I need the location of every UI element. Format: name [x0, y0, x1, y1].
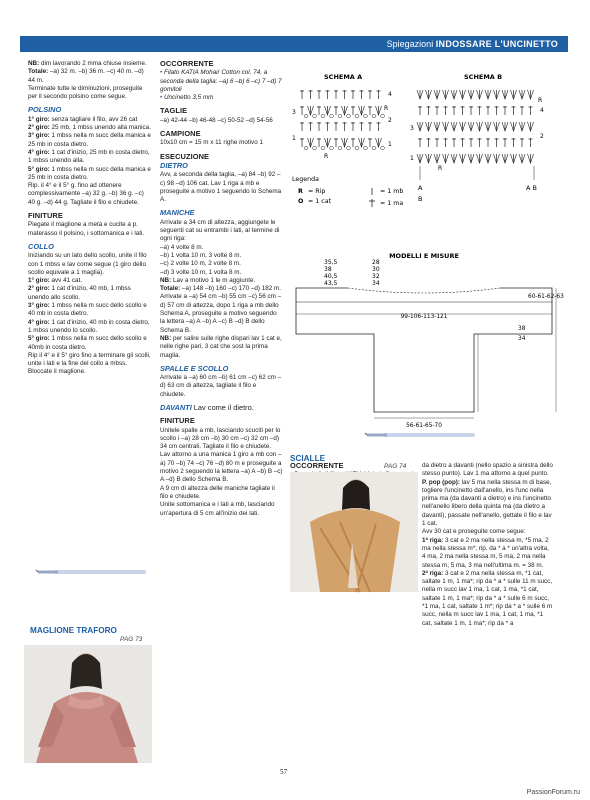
repeat-marker: R — [538, 97, 543, 104]
neck-depth-label: 32 — [372, 273, 380, 280]
bold-lead: 4° giro: — [28, 318, 50, 326]
text: –a) 32 m. –b) 36 m. –c) 40 m. –d) 44 m. — [28, 68, 144, 84]
bold-lead: 5° giro: — [28, 335, 50, 343]
paragraph — [422, 528, 554, 536]
legend-cat-text: = 1 cat — [308, 198, 332, 205]
paragraph — [160, 117, 283, 125]
text: avv 41 cat. — [49, 277, 82, 285]
paragraph — [422, 570, 554, 628]
watermark: PassionForum.ru — [526, 789, 580, 796]
text: Rip. il 4° e il 5° g. fino ad ottenere complessivamente –a) 32 g. –b) 36 g. –c) 40 g. –d) 44 g. Tagliate il filo e chiudete. — [28, 182, 144, 206]
section-title: INDOSSARE L'UNCINETTO — [435, 39, 558, 49]
section-heading — [160, 404, 283, 412]
text: 1 mbss nella m succ dello scollo e 40 mb in costa dietro. — [28, 302, 147, 318]
paragraph — [28, 319, 152, 336]
text: Arrivate a –a) 60 cm –b) 61 cm –c) 62 cm –d) 63 cm di altezza, tagliate il filo e chiudete. — [160, 374, 282, 398]
bold-lead: 2° giro: — [28, 124, 50, 132]
maglione-page-ref: PAG 73 — [120, 636, 143, 643]
section-header — [20, 36, 568, 52]
neck-depth-label: 28 — [372, 259, 380, 266]
text: Uncinetto 3,5 mm — [163, 94, 214, 102]
text: Terminate tutte le diminuzioni, proseguite per il secondo polsino come segue. — [28, 84, 143, 101]
heading-text: MANICHE — [160, 208, 195, 218]
legend-rip-symbol: R — [298, 188, 303, 195]
neck-width-label: 43,5 — [324, 280, 338, 287]
text: Lav attorno a una manica 1 giro a mb con –a) 70 –b) 74 –c) 76 –d) 80 m e proseguite a motivo 2 seguendo la lettera –a) A –b) B –c) A –d) B dello Schema B. — [160, 451, 283, 484]
text: Avv, a seconda della taglia, –a) 84 –b) 92 –c) 98 –d) 106 cat. Lav 1 riga a mb e proseguite a motivo 1 seguendo lo Schema A. — [160, 171, 282, 204]
bold-lead: 1° giro: — [28, 115, 50, 123]
bullet-icon: • — [160, 94, 164, 102]
row-number: 1 — [388, 141, 392, 148]
paragraph — [28, 335, 152, 352]
text: Avv 30 cat e proseguite come segue: — [422, 528, 526, 536]
paragraph — [160, 485, 283, 502]
text: 1 cat d'inizio, 25 mb in costa dietro, 1 mbss unendo alla. — [28, 148, 150, 165]
section-heading — [28, 243, 152, 251]
sciale-page-ref: PAG 74 — [384, 463, 407, 470]
text: Filato KATIA Mohair Cotton col. 74, a seconda della taglia: –a) 6 –b) 6 –c) 7 –d) 7 gomitoli — [160, 69, 282, 93]
neck-depth-label: 30 — [372, 266, 380, 273]
bold-lead: 4° giro: — [28, 148, 50, 156]
model-title: MODELLI E MISURE — [389, 252, 459, 260]
paragraph — [28, 116, 152, 124]
bold-lead: 3° giro: — [28, 302, 50, 310]
heading-text: CAMPIONE — [160, 129, 201, 139]
section-heading — [160, 153, 283, 161]
text: 1 mbss nella m succ dello scollo e 40mb in costa dietro. — [28, 335, 147, 351]
column-4 — [422, 462, 554, 628]
paragraph — [160, 139, 283, 147]
paragraph — [160, 252, 283, 260]
heading-text: TAGLIE — [160, 106, 188, 116]
legend-ma-text: = 1 ma — [380, 200, 404, 207]
paragraph — [28, 182, 152, 207]
bold-lead: P. pop (pop): — [422, 478, 461, 486]
list-item — [160, 69, 283, 94]
text: 25 mb, 1 mbss unendo alla manica. — [49, 124, 151, 132]
text: Piegate il maglione a metà e cucite a p. materasso il polsino, i sottomanica e i lati. — [28, 221, 145, 237]
section-heading — [160, 365, 283, 373]
paragraph — [422, 462, 554, 479]
paragraph — [28, 285, 152, 302]
maglione-photo — [24, 645, 152, 763]
schema-b-title: SCHEMA B — [464, 73, 503, 81]
text: senza tagliare il filo, avv 26 cat — [49, 115, 138, 123]
paragraph — [422, 537, 554, 570]
column-2 — [160, 60, 283, 518]
schema-a-grid — [292, 90, 392, 160]
row-number: 2 — [540, 133, 544, 140]
row-number: 1 — [292, 135, 296, 142]
schema-b-letters-ab: A B — [526, 184, 537, 192]
neck-width-label: 40,5 — [324, 273, 338, 280]
text: –a) 42-44 –b) 46-48 –c) 50-52 –d) 54-56 — [160, 116, 273, 124]
neck-width-label: 35,5 — [324, 259, 338, 266]
text: A 9 cm di altezza delle maniche tagliate il filo e chiudete. — [160, 484, 275, 500]
crochet-hook-icon — [36, 567, 148, 577]
text: –a) 4 volte 8 m. — [160, 243, 204, 251]
bold-lead: NB: — [28, 60, 40, 67]
repeat-marker: R — [438, 165, 443, 172]
heading-text: DIETRO — [160, 160, 188, 170]
bold-lead: 2° giro: — [28, 285, 50, 293]
text: 3 cat e 2 ma nella stessa m, *1 cat, saltate 1 m, 1 ma*; rip da * a * sulle 11 m succ, nella m succ lav 1 ma, 1 cat, 1 ma, *1 cat, saltate 1 m, 1 ma*; rip da * a * sulle 6 m succ, *1 ma, 1 cat, saltate 1 m*; rip da * a * sulle 6 m succ, nella m succ lav 1 ma, 1 cat, 1 ma, *1 cat, saltate 1 m, 1 ma*; rip da * a — [422, 569, 553, 627]
heading-text: SPALLE E SCOLLO — [160, 363, 229, 373]
paragraph — [28, 85, 152, 102]
bold-lead: 1° giro: — [28, 277, 50, 285]
bold-lead: Totale: — [28, 68, 49, 76]
sciale-title: SCIALLE — [290, 454, 326, 463]
paragraph — [160, 244, 283, 252]
heading-text: OCCORRENTE — [290, 461, 344, 470]
paragraph — [160, 451, 283, 484]
paragraph — [28, 352, 152, 377]
heading-text: POLSINO — [28, 105, 62, 115]
schema-b-letter-b: B — [418, 195, 423, 203]
text: 3 cat e 2 ma nella stessa m, *5 ma, 2 ma nella stessa m*; rip. da * a * un'altra volta, 4 ma, 2 ma nella stessa m, 5 ma, 2 ma nella stessa m, 5 ma, 3 ma nell'ultima m. = 38 m. — [422, 536, 549, 569]
paragraph — [28, 68, 152, 85]
row-number: 4 — [388, 91, 392, 98]
width-top-label: 99-106-113-121 — [400, 314, 448, 320]
text: 1 mbss nella m succ della manica e 25 mb in costa dietro. — [28, 132, 151, 148]
paragraph — [160, 171, 283, 204]
text: 1 cat d'inizio, 40 mb in costa dietro, 1 mbss unendo lo scollo. — [28, 318, 150, 334]
section-heading — [160, 417, 283, 425]
paragraph — [160, 427, 283, 452]
bold-lead: 5° giro: — [28, 165, 50, 173]
heading-text: FINITURE — [28, 211, 63, 221]
section-heading — [160, 60, 283, 68]
section-label: Spiegazioni — [386, 39, 434, 49]
heading-text: COLLO — [28, 241, 54, 251]
text: Arrivate a –a) 54 cm –b) 55 cm –c) 56 cm –d) 57 cm di altezza, dopo 1 riga a mb dello Schema A, proseguite a motivo seguendo la lettera –a) A –b) A –c) B –d) B dello Schema B. — [160, 293, 282, 334]
paragraph — [422, 479, 554, 529]
side-height-a: 38 — [518, 326, 526, 332]
section-heading — [160, 107, 283, 115]
row-number: 3 — [410, 125, 414, 132]
section-heading — [28, 212, 152, 220]
heading-text: OCCORRENTE — [160, 59, 214, 68]
text: da dietro a davanti (nello spazio a sinistra dello stesso punto). Lav 1 ma attorno a quel punto. — [422, 462, 553, 478]
row-number: 2 — [388, 117, 392, 124]
repeat-marker: R — [324, 153, 329, 160]
neck-depth-label: 34 — [372, 280, 380, 287]
bold-lead: NB: — [160, 276, 172, 284]
heading-text: ESECUZIONE — [160, 151, 210, 161]
text: –b) 1 volta 10 m, 3 volte 8 m. — [160, 251, 242, 259]
paragraph — [160, 285, 283, 293]
legend-rip-text: = Rip — [308, 188, 326, 195]
text: Arrivate a 34 cm di altezza, aggiungete le seguenti cat su entrambi i lati, al termine di ogni riga: — [160, 218, 280, 243]
list-item — [160, 94, 283, 102]
sciale-photo — [290, 472, 418, 592]
text: Unite sottomanica e i lati a mb, lasciando un'apertura di 5 cm all'inizio dei lati. — [160, 501, 275, 517]
legend-mb-text: = 1 mb — [380, 188, 404, 195]
paragraph — [28, 149, 152, 166]
schema-b-letter-a: A — [418, 184, 423, 192]
text: lav 5 ma nella stessa m di base, togliere l'uncinetto dall'anello, ins l'unc nella prima ma (da davanti a dietro) e ins l'uncinetto nell'anello libero della quinta ma (da dietro a davanti), passate nell'anello, gettate il filo e lav 1 cat. — [422, 478, 552, 528]
text: dim lavorando 2 mma chiuse insieme. — [39, 60, 147, 67]
bold-lead: 1ª riga: — [422, 536, 444, 544]
neck-width-label: 38 — [324, 266, 332, 273]
text: Iniziando su un lato dello scollo, unite il filo con 1 mbss e lav come segue (1 giro dello scollo equivale a 1 maglia). — [28, 252, 147, 276]
bullet-icon: • — [160, 69, 164, 77]
schema-b-grid — [410, 90, 544, 172]
paragraph — [160, 335, 283, 360]
schema-a-title: SCHEMA A — [324, 73, 363, 81]
paragraph — [28, 221, 152, 238]
paragraph — [28, 302, 152, 319]
row-number: 4 — [540, 107, 544, 114]
text: –d) 3 volte 10 m, 1 volta 8 m. — [160, 268, 242, 276]
paragraph — [28, 132, 152, 149]
section-heading — [28, 106, 152, 114]
paragraph — [160, 501, 283, 518]
section-heading — [160, 130, 283, 138]
paragraph — [160, 260, 283, 268]
legend-cat-symbol: O — [298, 198, 304, 205]
paragraph — [160, 277, 283, 285]
width-bottom-label: 56-61-65-70 — [406, 423, 442, 429]
text: 1 cat d'inizio, 40 mb, 1 mbss unendo allo scollo. — [28, 285, 131, 301]
maglione-title: MAGLIONE TRAFORO — [30, 626, 117, 635]
bold-lead: 2ª riga: — [422, 569, 444, 577]
bold-lead: NB: — [160, 334, 172, 342]
heading-text: DAVANTI — [160, 402, 192, 412]
heading-text: FINITURE — [160, 416, 195, 426]
legend-title: Legenda — [292, 176, 319, 183]
row-number: 1 — [410, 155, 414, 162]
row-number: 3 — [292, 109, 296, 116]
paragraph — [28, 252, 152, 277]
text: 10x10 cm = 15 m x 11 righe motivo 1 — [160, 139, 263, 147]
paragraph — [160, 219, 283, 244]
heading-tail: Lav come il dietro. — [191, 402, 254, 412]
text: 1 mbss nella m succ della manica e 25 mb in costa dietro. — [28, 165, 151, 181]
page-number: 57 — [280, 768, 288, 776]
paragraph — [28, 60, 152, 68]
text: Rip il 4° e il 5° giro fino a terminare gli scolli, unite i lati e la fine del collo a mbss. Bloccate il maglione. — [28, 351, 151, 376]
text: per salire sulle righe dispari lav 1 cat e, nelle righe pari, 3 cat che sost la prima maglia. — [160, 334, 282, 359]
repeat-marker: R — [384, 105, 389, 112]
column-1 — [28, 60, 152, 377]
text: Lav a motivo 1 le m aggiunte. — [171, 276, 256, 284]
paragraph — [160, 269, 283, 277]
text: –a) 148 –b) 160 –c) 170 –d) 182 m. — [180, 285, 282, 293]
text: Unitele spalle a mb, lasciando scuciti per lo scollo i –a) 28 cm –b) 30 cm –c) 32 cm –d) 34 cm centrali. Tagliate il filo e chiudete. — [160, 426, 281, 451]
paragraph — [160, 374, 283, 399]
height-total-label: 60-61-62-63 — [528, 294, 564, 300]
paragraph — [28, 166, 152, 183]
section-heading — [160, 162, 283, 170]
text: –c) 2 volte 10 m, 2 volte 8 m. — [160, 260, 241, 268]
bold-lead: Totale: — [160, 285, 181, 293]
schema-diagram — [288, 62, 564, 442]
side-height-b: 34 — [518, 336, 526, 342]
paragraph — [160, 293, 283, 334]
bold-lead: 3° giro: — [28, 132, 50, 140]
section-heading — [160, 209, 283, 217]
